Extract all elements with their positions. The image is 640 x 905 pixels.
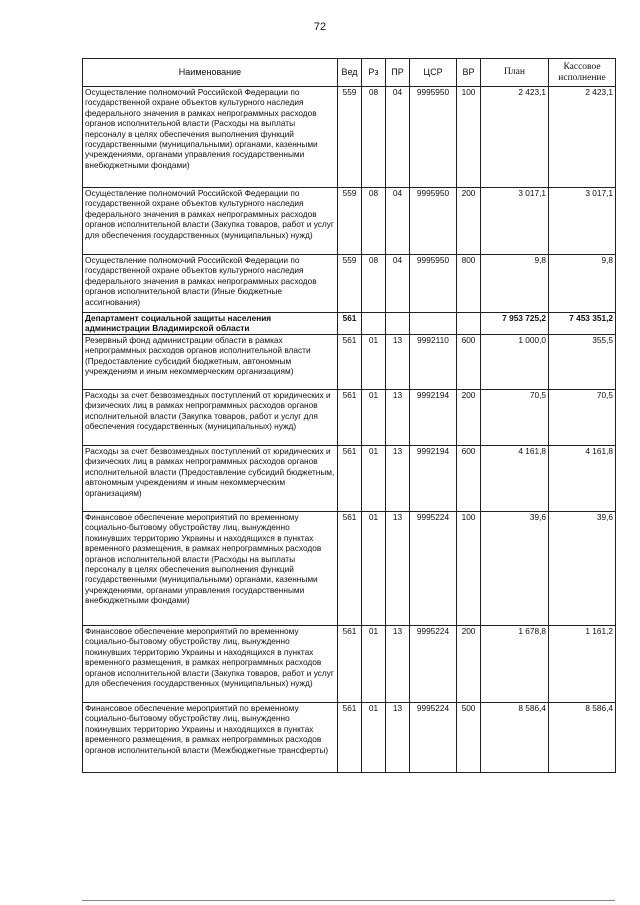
row-vr <box>457 313 481 335</box>
row-rz: 01 <box>362 512 386 626</box>
table-row <box>83 446 616 512</box>
row-csr: 9995224 <box>410 626 457 703</box>
row-pr: 04 <box>386 255 410 313</box>
row-pr: 13 <box>386 703 410 773</box>
row-exec: 9,8 <box>549 255 616 313</box>
row-rz <box>362 313 386 335</box>
table-row <box>83 390 616 446</box>
row-rz: 01 <box>362 390 386 446</box>
row-name: Осуществление полномочий Российской Федерации по государственной охране объектов культурного наследия федерального значения в рамках непрограммных расходов органов исполнительной власти (Расходы на выплаты персоналу в целях обеспечения выполнения функций государственными (муниципальными) органами, казенными учреждениями, органами управления государственными внебюджетными фондами) <box>83 87 338 188</box>
header-csr: ЦСР <box>410 59 457 87</box>
row-plan: 1 000,0 <box>481 335 549 390</box>
row-csr: 9992194 <box>410 390 457 446</box>
row-rz: 01 <box>362 703 386 773</box>
row-vr: 200 <box>457 390 481 446</box>
row-exec: 3 017,1 <box>549 188 616 255</box>
row-rz: 01 <box>362 626 386 703</box>
row-rz: 08 <box>362 87 386 188</box>
row-ved: 561 <box>338 512 362 626</box>
header-vr: ВР <box>457 59 481 87</box>
row-plan: 1 678,8 <box>481 626 549 703</box>
header-rz: Рз <box>362 59 386 87</box>
header-ved: Вед <box>338 59 362 87</box>
row-plan: 8 586,4 <box>481 703 549 773</box>
row-csr: 9992194 <box>410 446 457 512</box>
row-plan: 4 161,8 <box>481 446 549 512</box>
row-pr: 13 <box>386 512 410 626</box>
table-row <box>83 626 616 703</box>
row-name: Расходы за счет безвозмездных поступлений от юридических и физических лиц в рамках непрограммных расходов органов исполнительной власти (Закупка товаров, работ и услуг для обеспечения государственных (муниципальных) нужд) <box>83 390 338 446</box>
row-ved: 559 <box>338 188 362 255</box>
row-pr: 04 <box>386 87 410 188</box>
row-vr: 100 <box>457 87 481 188</box>
table-row <box>83 703 616 773</box>
row-plan: 39,6 <box>481 512 549 626</box>
row-csr: 9992110 <box>410 335 457 390</box>
row-vr: 600 <box>457 446 481 512</box>
row-csr <box>410 313 457 335</box>
row-ved: 561 <box>338 335 362 390</box>
row-ved: 561 <box>338 390 362 446</box>
row-vr: 200 <box>457 626 481 703</box>
row-pr: 13 <box>386 626 410 703</box>
row-pr: 13 <box>386 446 410 512</box>
row-exec: 7 453 351,2 <box>549 313 616 335</box>
row-vr: 200 <box>457 188 481 255</box>
row-csr: 9995950 <box>410 87 457 188</box>
bottom-rule <box>82 900 615 901</box>
row-exec: 2 423,1 <box>549 87 616 188</box>
row-plan: 3 017,1 <box>481 188 549 255</box>
page-number: 72 <box>313 21 327 33</box>
header-pr: ПР <box>386 59 410 87</box>
row-vr: 500 <box>457 703 481 773</box>
budget-table <box>82 58 616 773</box>
row-pr <box>386 313 410 335</box>
table-header-row <box>83 59 616 87</box>
row-pr: 13 <box>386 390 410 446</box>
row-ved: 559 <box>338 255 362 313</box>
row-rz: 01 <box>362 335 386 390</box>
header-plan: План <box>481 59 549 87</box>
row-name: Департамент социальной защиты населения администрации Владимирской области <box>83 313 338 335</box>
row-ved: 559 <box>338 87 362 188</box>
row-name: Осуществление полномочий Российской Федерации по государственной охране объектов культурного наследия федерального значения в рамках непрограммных расходов органов исполнительной власти (Иные бюджетные ассигнования) <box>83 255 338 313</box>
row-ved: 561 <box>338 626 362 703</box>
row-vr: 800 <box>457 255 481 313</box>
row-ved: 561 <box>338 446 362 512</box>
row-ved: 561 <box>338 703 362 773</box>
row-pr: 04 <box>386 188 410 255</box>
table-row <box>83 512 616 626</box>
row-csr: 9995224 <box>410 703 457 773</box>
row-pr: 13 <box>386 335 410 390</box>
row-plan: 9,8 <box>481 255 549 313</box>
row-exec: 4 161,8 <box>549 446 616 512</box>
table-row <box>83 255 616 313</box>
row-vr: 600 <box>457 335 481 390</box>
row-csr: 9995950 <box>410 188 457 255</box>
row-name: Финансовое обеспечение мероприятий по временному социально-бытовому обустройству лиц, вынужденно покинувших территорию Украины и находящихся в пунктах временного размещения, в рамках непрограммных расходов органов исполнительной власти (Закупка товаров, работ и услуг для обеспечения государственных (муниципальных) нужд) <box>83 626 338 703</box>
row-exec: 39,6 <box>549 512 616 626</box>
row-exec: 8 586,4 <box>549 703 616 773</box>
table-row <box>83 335 616 390</box>
row-name: Финансовое обеспечение мероприятий по временному социально-бытовому обустройству лиц, вынужденно покинувших территорию Украины и находящихся в пунктах временного размещения, в рамках непрограммных расходов органов исполнительной власти (Расходы на выплаты персоналу в целях обеспечения выполнения функций государственными (муниципальными) органами, казенными учреждениями, органами управления государственными внебюджетными фондами) <box>83 512 338 626</box>
row-exec: 70,5 <box>549 390 616 446</box>
row-plan: 2 423,1 <box>481 87 549 188</box>
header-name: Наименование <box>83 59 338 87</box>
row-ved: 561 <box>338 313 362 335</box>
table-row <box>83 188 616 255</box>
table-row-department <box>83 313 616 335</box>
row-rz: 08 <box>362 255 386 313</box>
row-csr: 9995950 <box>410 255 457 313</box>
row-name: Резервный фонд администрации области в рамках непрограммных расходов органов исполнительной власти (Предоставление субсидий бюджетным, автономным учреждениям и иным некоммерческим организациям) <box>83 335 338 390</box>
row-rz: 01 <box>362 446 386 512</box>
row-rz: 08 <box>362 188 386 255</box>
table-row <box>83 87 616 188</box>
row-exec: 1 161,2 <box>549 626 616 703</box>
row-vr: 100 <box>457 512 481 626</box>
row-plan: 70,5 <box>481 390 549 446</box>
row-csr: 9995224 <box>410 512 457 626</box>
header-execution: Кассовое исполнение <box>549 59 616 87</box>
row-exec: 355,5 <box>549 335 616 390</box>
row-name: Осуществление полномочий Российской Федерации по государственной охране объектов культурного наследия федерального значения в рамках непрограммных расходов органов исполнительной власти (Закупка товаров, работ и услуг для обеспечения государственных (муниципальных) нужд) <box>83 188 338 255</box>
row-name: Расходы за счет безвозмездных поступлений от юридических и физических лиц в рамках непрограммных расходов органов исполнительной власти (Предоставление субсидий бюджетным, автономным учреждениям и иным некоммерческим организациям) <box>83 446 338 512</box>
row-plan: 7 953 725,2 <box>481 313 549 335</box>
row-name: Финансовое обеспечение мероприятий по временному социально-бытовому обустройству лиц, вынужденно покинувших территорию Украины и находящихся в пунктах временного размещения, в рамках непрограммных расходов органов исполнительной власти (Межбюджетные трансферты) <box>83 703 338 773</box>
